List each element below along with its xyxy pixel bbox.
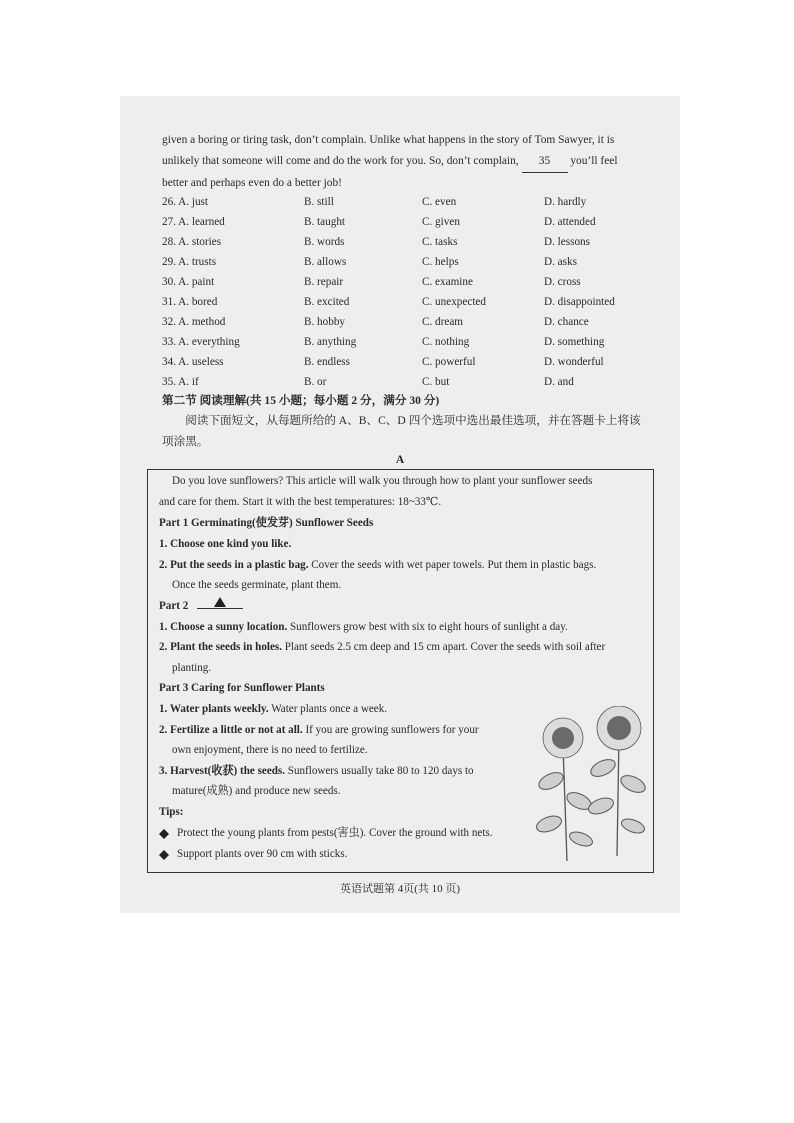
diamond-bullet-icon <box>159 850 169 855</box>
passage-a-box <box>147 469 654 873</box>
section-instruction: 阅读下面短文，从每题所给的 A、B、C、D 四个选项中选出最佳选项，并在答题卡上将该项涂黑。 <box>162 414 641 448</box>
passage-label: A <box>395 454 405 466</box>
step-1-2: 2. Put the seeds in a plastic bag. Cover the seeds with wet paper towels. Put them in plastic bags. <box>159 559 597 571</box>
step-3-3: 3. Harvest(收获) the seeds. Sunflowers usually take 80 to 120 days to <box>159 765 474 777</box>
option-row: 35. A. if B. or C. but D. and <box>162 376 574 388</box>
step-2-2-cont: planting. <box>172 662 212 674</box>
diamond-bullet-icon <box>159 829 169 834</box>
answer-options <box>162 192 652 392</box>
intro-line: Do you love sunflowers? This article will walk you through how to plant your sunflower seeds <box>172 475 593 487</box>
tip-item: Protect the young plants from pests(害虫). Cover the ground with nets. <box>159 823 493 843</box>
step-3-2: 2. Fertilize a little or not at all. If you are growing sunflowers for your <box>159 724 479 736</box>
page-footer: 英语试题第 4页(共 10 页) <box>339 883 461 895</box>
passage-line: unlikely that someone will come and do the work for you. So, don’t complain, 35 you’ll feel <box>162 151 650 173</box>
exam-page <box>120 96 680 913</box>
step-1-2-cont: Once the seeds germinate, plant them. <box>172 579 342 591</box>
option-row: 30. A. paint B. repair C. examine D. cross <box>162 276 581 288</box>
tips-title: Tips: <box>159 806 184 818</box>
sunflower-illustration-icon <box>533 706 648 866</box>
part2-title: Part 2 <box>159 596 243 616</box>
option-row: 34. A. useless B. endless C. powerful D. wonderful <box>162 356 604 368</box>
intro-line: and care for them. Start it with the best temperatures: 18~33℃. <box>159 496 442 508</box>
option-row: 32. A. method B. hobby C. dream D. chance <box>162 316 589 328</box>
passage-ending <box>162 130 650 194</box>
blank-35: 35 <box>522 151 568 173</box>
part2-blank <box>197 598 243 609</box>
passage-line: given a boring or tiring task, don’t complain. Unlike what happens in the story of Tom Sawyer, it is <box>162 134 615 146</box>
part1-title: Part 1 Germinating(使发芽) Sunflower Seeds <box>159 517 374 529</box>
part3-title: Part 3 Caring for Sunflower Plants <box>159 682 325 694</box>
step-2-1: 1. Choose a sunny location. Sunflowers grow best with six to eight hours of sunlight a day. <box>159 621 568 633</box>
triangle-icon <box>214 597 226 607</box>
step-2-2: 2. Plant the seeds in holes. Plant seeds 2.5 cm deep and 15 cm apart. Cover the seeds with soil after <box>159 641 606 653</box>
option-row: 29. A. trusts B. allows C. helps D. asks <box>162 256 577 268</box>
section-heading: 第二节 阅读理解(共 15 小题；每小题 2 分，满分 30 分) <box>162 394 440 407</box>
step-1-1: 1. Choose one kind you like. <box>159 538 292 550</box>
option-row: 26. A. just B. still C. even D. hardly <box>162 196 587 208</box>
option-row: 33. A. everything B. anything C. nothing D. something <box>162 336 605 348</box>
step-3-2-cont: own enjoyment, there is no need to fertilize. <box>172 744 368 756</box>
passage-line: better and perhaps even do a better job! <box>162 177 342 189</box>
step-3-3-cont: mature(成熟) and produce new seeds. <box>172 785 341 797</box>
option-row: 28. A. stories B. words C. tasks D. lessons <box>162 236 590 248</box>
option-row: 27. A. learned B. taught C. given D. attended <box>162 216 596 228</box>
option-row: 31. A. bored B. excited C. unexpected D. disappointed <box>162 296 615 308</box>
step-3-1: 1. Water plants weekly. Water plants once a week. <box>159 703 388 715</box>
tip-item: Support plants over 90 cm with sticks. <box>159 844 347 864</box>
